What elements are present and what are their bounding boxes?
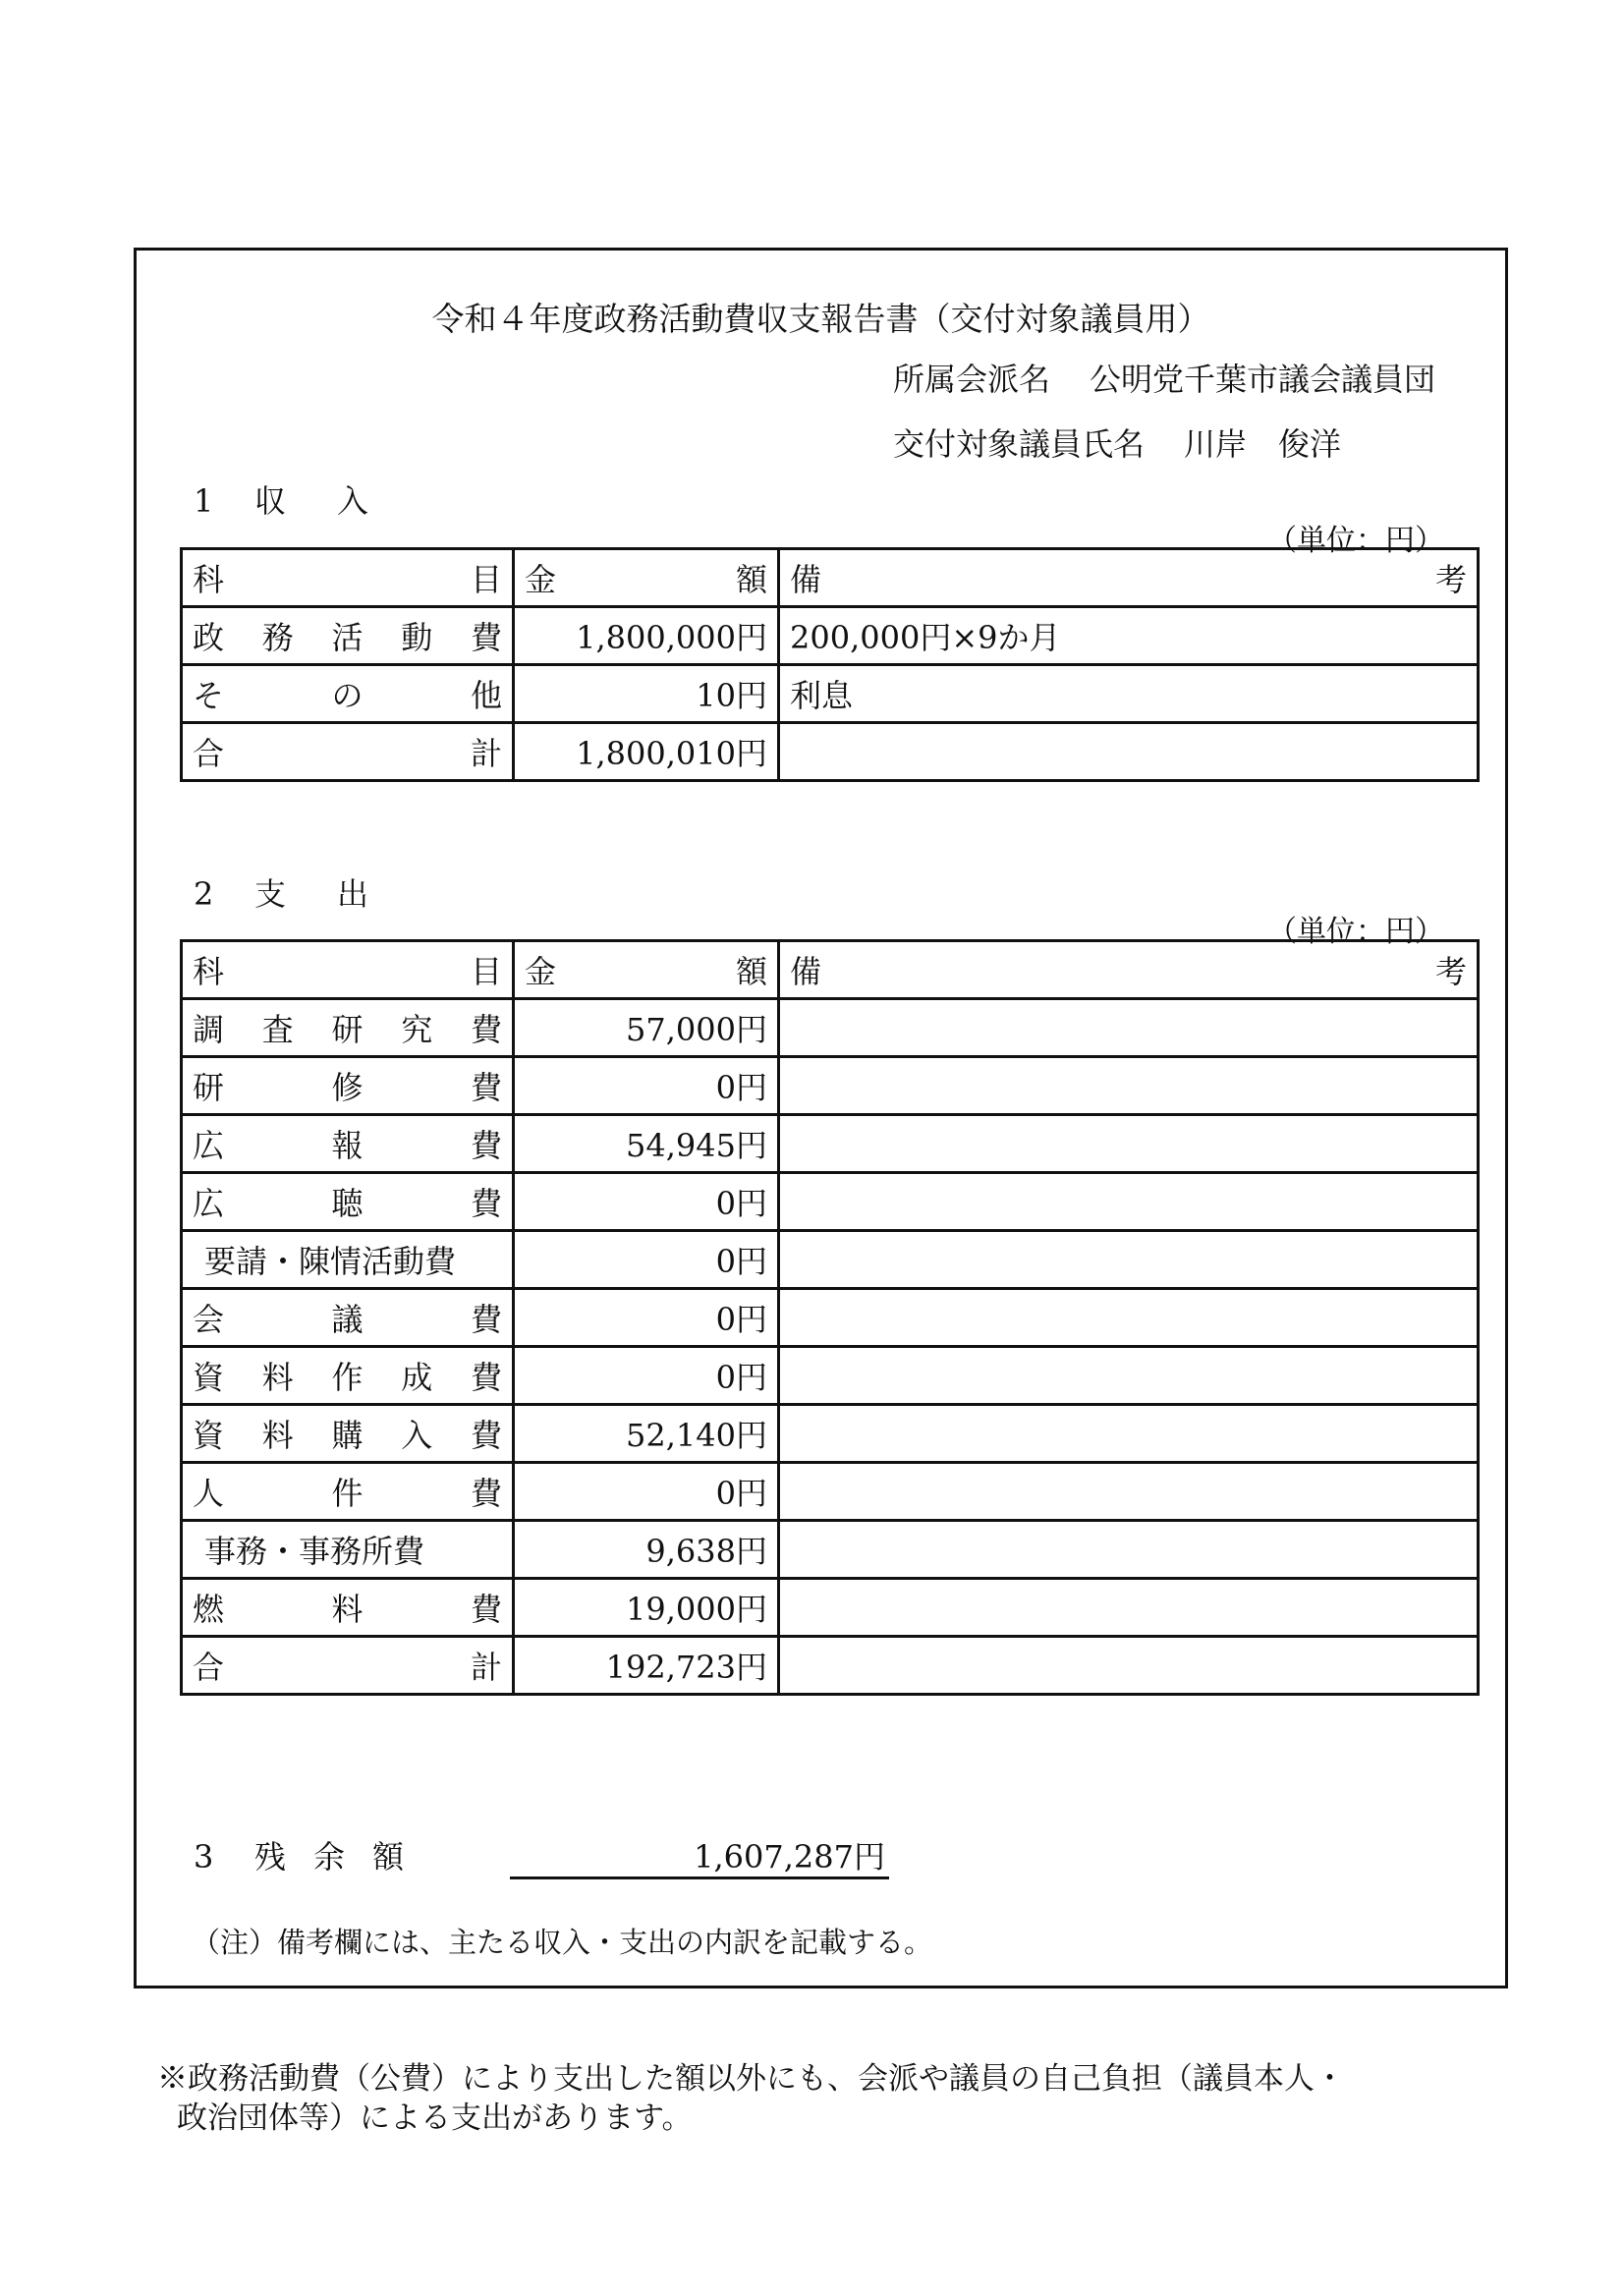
remarks-note: （注）備考欄には、主たる収入・支出の内訳を記載する。 [192,1926,933,1959]
expense-note [779,1521,1479,1579]
table-row [182,1173,1479,1231]
expense-subject: 合計 [182,1637,514,1695]
expense-note [779,1347,1479,1405]
expense-note [779,1057,1479,1115]
expense-subject: 調査研究費 [182,999,514,1057]
expense-amount: 54,945円 [514,1115,779,1173]
table-row [182,607,1479,665]
footer-note-line-1: ※政務活動費（公費）により支出した額以外にも、会派や議員の自己負担（議員本人・ [157,2061,1345,2097]
table-row [182,1057,1479,1115]
table-row [182,1231,1479,1289]
remaining-label-char: 額 [372,1838,405,1876]
expense-note [779,1405,1479,1463]
income-section-number: 1 [194,482,214,520]
expense-subject: 資料購入費 [182,1405,514,1463]
table-row [182,1579,1479,1637]
expense-subject: 広聴費 [182,1173,514,1231]
expense-note [779,1173,1479,1231]
remaining-value: 1,607,287円 [694,1838,885,1876]
income-header-row [182,549,1479,607]
header-note: 備考 [779,941,1479,999]
expense-subject: 人件費 [182,1463,514,1521]
expense-subject: 会議費 [182,1289,514,1347]
income-subject: 合計 [182,723,514,781]
expense-note [779,1637,1479,1695]
expense-note [779,999,1479,1057]
member-value: 川岸 俊洋 [1184,425,1342,463]
expense-subject: 燃料費 [182,1579,514,1637]
expense-amount: 9,638円 [514,1521,779,1579]
expense-subject: 広報費 [182,1115,514,1173]
report-title: 令和４年度政務活動費収支報告書（交付対象議員用） [431,300,1210,338]
expense-subject: 資料作成費 [182,1347,514,1405]
income-amount: 10円 [514,665,779,723]
member-line [893,420,1341,465]
expense-note [779,1289,1479,1347]
expense-amount: 0円 [514,1231,779,1289]
expense-table [180,939,1480,1696]
table-row [182,1347,1479,1405]
header-note: 備考 [779,549,1479,607]
header-amount: 金額 [514,941,779,999]
income-note [779,723,1479,781]
income-subject: 政務活動費 [182,607,514,665]
header-amount: 金額 [514,549,779,607]
income-unit-label: （単位：円） [1267,524,1444,558]
table-row [182,999,1479,1057]
table-row [182,1637,1479,1695]
affiliation-line [893,355,1435,400]
expense-unit-label: （単位：円） [1267,915,1444,949]
expense-note [779,1231,1479,1289]
table-row [182,723,1479,781]
expense-note [779,1463,1479,1521]
expense-title-char-1: 支 [254,875,287,913]
affiliation-label: 所属会派名 [893,361,1051,398]
income-subject: その他 [182,665,514,723]
expense-amount: 0円 [514,1057,779,1115]
remaining-label-char: 余 [313,1838,346,1876]
expense-amount: 0円 [514,1463,779,1521]
income-note: 利息 [779,665,1479,723]
remaining-label [194,1832,404,1877]
expense-title-char-2: 出 [337,875,369,913]
member-label: 交付対象議員氏名 [893,425,1146,463]
remaining-label-char: 残 [254,1838,287,1876]
expense-amount: 19,000円 [514,1579,779,1637]
expense-note [779,1579,1479,1637]
footer-note-line-2: 政治団体等）による支出があります。 [177,2100,693,2136]
expense-section-number: 2 [194,875,214,913]
income-table [180,547,1480,782]
header-subject: 科目 [182,549,514,607]
expense-header-row [182,941,1479,999]
table-row [182,1115,1479,1173]
table-row [182,1521,1479,1579]
expense-section-heading [194,869,368,915]
expense-amount: 0円 [514,1173,779,1231]
expense-amount: 0円 [514,1289,779,1347]
expense-amount: 192,723円 [514,1637,779,1695]
table-row [182,1289,1479,1347]
expense-subject: 事務・事務所費 [182,1521,514,1579]
table-row [182,1463,1479,1521]
expense-amount: 52,140円 [514,1405,779,1463]
expense-subject: 研修費 [182,1057,514,1115]
expense-subject: 要請・陳情活動費 [182,1231,514,1289]
income-title-char-2: 入 [337,482,369,520]
remaining-section-number: 3 [194,1838,214,1876]
expense-amount: 0円 [514,1347,779,1405]
income-section-heading [194,476,368,522]
income-amount: 1,800,010円 [514,723,779,781]
remaining-underline [510,1876,889,1879]
header-subject: 科目 [182,941,514,999]
income-title-char-1: 収 [254,482,287,520]
income-amount: 1,800,000円 [514,607,779,665]
table-row [182,1405,1479,1463]
table-row [182,665,1479,723]
expense-amount: 57,000円 [514,999,779,1057]
income-note: 200,000円×9か月 [779,607,1479,665]
report-frame [134,248,1508,1988]
expense-note [779,1115,1479,1173]
affiliation-value: 公明党千葉市議会議員団 [1090,361,1436,398]
